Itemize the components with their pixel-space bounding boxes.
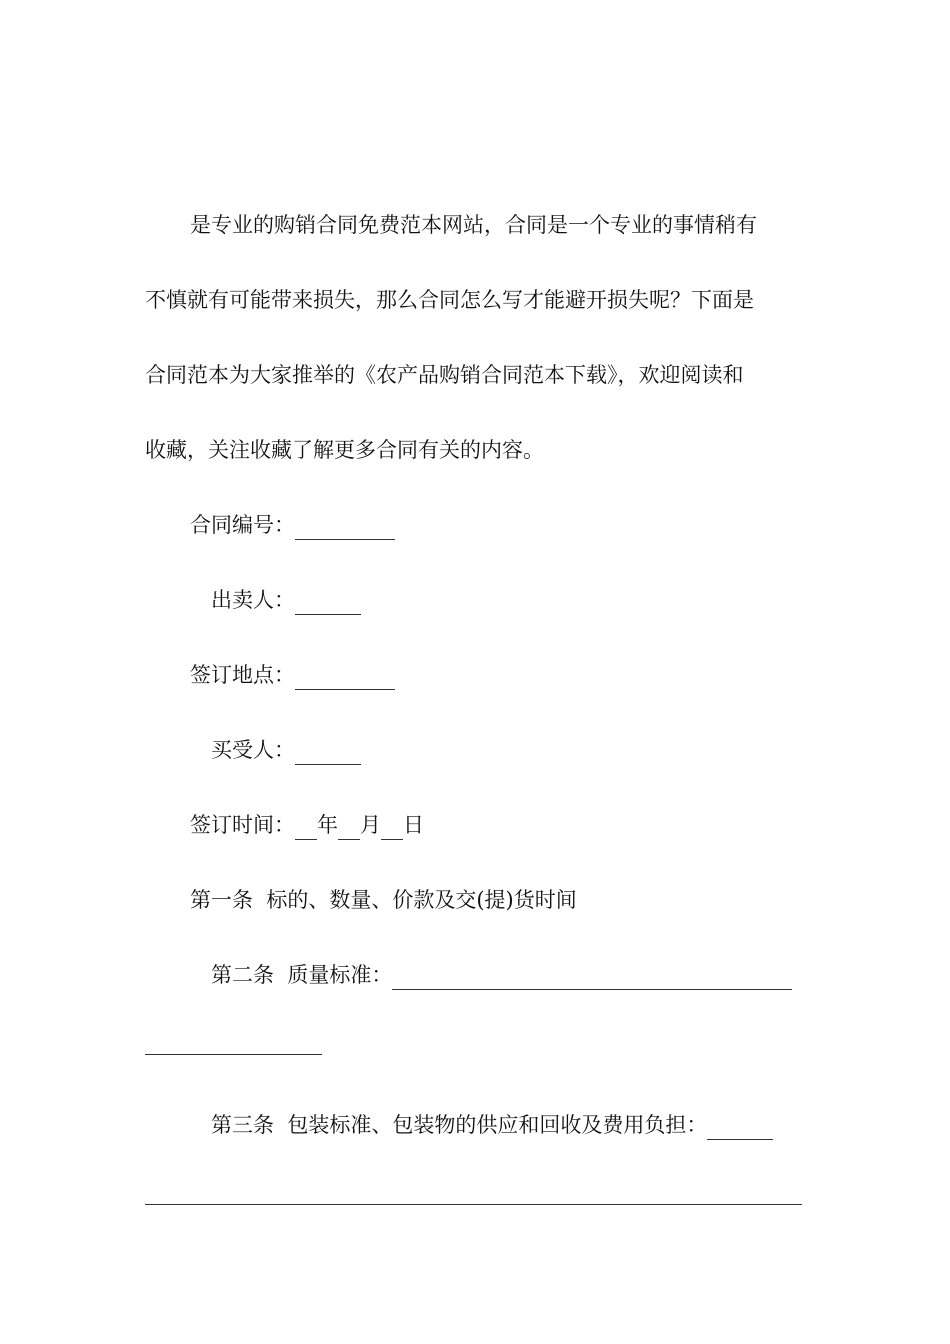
packaging-blank-continued[interactable]	[145, 1204, 802, 1205]
article-1-number: 第一条	[190, 888, 253, 912]
article-3-number: 第三条	[211, 1113, 274, 1137]
contract-number-label: 合同编号：	[190, 513, 295, 537]
intro-line-2: 不慎就有可能带来损失，那么合同怎么写才能避开损失呢？下面是	[145, 288, 754, 312]
day-label: 日	[403, 813, 424, 837]
sign-time-row	[190, 810, 424, 840]
contract-number-blank[interactable]	[295, 517, 395, 540]
year-blank[interactable]	[295, 817, 317, 840]
seller-blank[interactable]	[295, 592, 361, 615]
month-blank[interactable]	[338, 817, 360, 840]
article-1	[190, 885, 577, 915]
quality-standard-blank-continued[interactable]	[145, 1054, 322, 1055]
day-blank[interactable]	[381, 817, 403, 840]
article-3-title: 包装标准、包装物的供应和回收及费用负担：	[287, 1113, 708, 1137]
quality-standard-blank[interactable]	[392, 967, 792, 990]
article-2-number: 第二条	[211, 963, 274, 987]
contract-number-row	[190, 510, 395, 540]
sign-place-row	[190, 660, 395, 690]
buyer-blank[interactable]	[295, 742, 361, 765]
buyer-row	[211, 735, 361, 765]
sign-place-label: 签订地点：	[190, 663, 295, 687]
sign-time-label: 签订时间：	[190, 813, 295, 837]
intro-line-3: 合同范本为大家推举的《农产品购销合同范本下载》，欢迎阅读和	[145, 363, 744, 387]
year-label: 年	[317, 813, 338, 837]
packaging-blank[interactable]	[707, 1117, 773, 1140]
intro-line-4: 收藏，关注收藏了解更多合同有关的内容。	[145, 438, 544, 462]
sign-place-blank[interactable]	[295, 667, 395, 690]
article-3	[211, 1110, 773, 1140]
intro-line-1: 是专业的购销合同免费范本网站，合同是一个专业的事情稍有	[190, 213, 757, 237]
buyer-label: 买受人：	[211, 738, 295, 762]
article-1-title: 标的、数量、价款及交(提)货时间	[266, 888, 577, 912]
article-2	[211, 960, 792, 990]
article-2-title: 质量标准：	[287, 963, 393, 987]
seller-label: 出卖人：	[211, 588, 295, 612]
month-label: 月	[360, 813, 381, 837]
seller-row	[211, 585, 361, 615]
